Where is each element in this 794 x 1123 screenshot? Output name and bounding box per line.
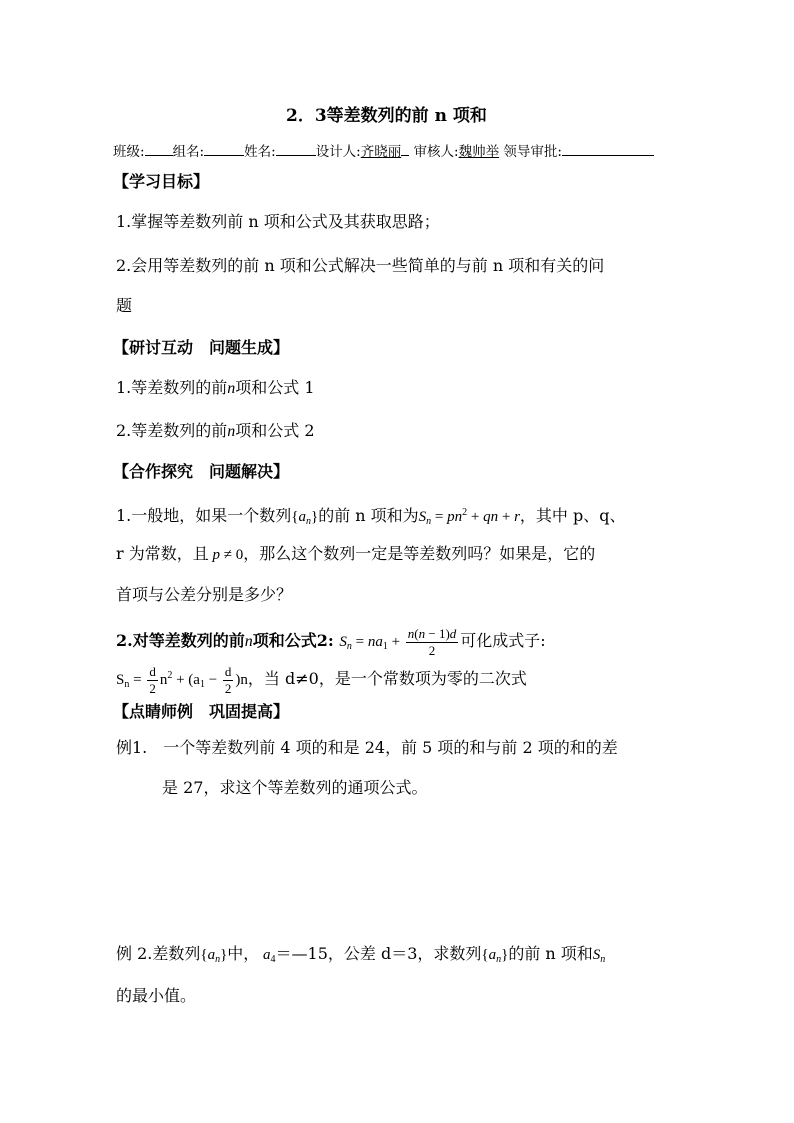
sum-formula-pq: $S_n = pn^2$ + qn + r — [418, 507, 520, 527]
sum-formula-2: $S_n = na_1$ + $\frac{n(n - 1)d}{2}$ — [339, 626, 457, 658]
sequence-an-formula: $\{a_n\}$ — [291, 509, 319, 527]
examples-heading: 【点睛师例 巩固提高】 — [113, 702, 290, 721]
group-blank[interactable] — [204, 140, 244, 156]
example-2-line-2: 的最小值。 — [116, 986, 197, 1005]
a4-symbol: $a_4$ — [263, 947, 276, 965]
ex2-mid3: 的前 n 项和 — [508, 944, 593, 963]
interact-item-1-pre: 1.等差数列的前 — [116, 378, 228, 397]
n-symbol: n — [227, 423, 236, 440]
class-label: 班级: — [113, 144, 145, 160]
interact-item-2-post: 项和公式 2 — [235, 421, 315, 440]
example-1-line-1: 例1. 一个等差数列前 4 项的和是 24，前 5 项的和与前 2 项的和的差 — [116, 738, 618, 757]
n-symbol: n — [244, 632, 253, 650]
goal-item-1: 1.掌握等差数列前 n 项和公式及其获取思路； — [116, 212, 440, 231]
ex2-mid1: 中， — [227, 944, 260, 963]
goal-item-2-line-2: 题 — [116, 296, 133, 315]
designer-blank — [401, 140, 409, 156]
interact-heading: 【研讨互动 问题生成】 — [113, 338, 290, 357]
info-line — [113, 140, 654, 162]
question-2-line-1 — [116, 626, 546, 659]
question-1-line-1 — [116, 503, 626, 532]
sequence-an-formula: $\{a_n\}$ — [200, 947, 228, 965]
name-label: 姓名: — [244, 144, 276, 160]
goal-item-2-line-1: 2.会用等差数列的前 n 项和公式解决一些简单的与前 n 项和有关的问 — [116, 256, 605, 275]
question-1-line-2 — [116, 544, 595, 565]
page-title: 2．3等差数列的前 n 项和 — [286, 106, 487, 126]
goals-heading: 【学习目标】 — [113, 172, 210, 191]
question-2-line-2 — [116, 664, 527, 697]
group-label: 组名: — [172, 144, 205, 160]
example-2-line-1 — [116, 944, 605, 970]
q1-line2-post: ，那么这个数列一定是等差数列吗？如果是，它的 — [243, 544, 596, 563]
question-1-line-3: 首项与公差分别是多少？ — [116, 585, 293, 604]
class-blank[interactable] — [145, 140, 173, 156]
reviewer-label: 审核人: — [413, 144, 459, 160]
quadratic-form-formula: $S_n$ = $\frac{d}{2}$ $n^2 + (a_1$ − $\frac{d}{2}$ )n — [116, 664, 248, 696]
q2-post: 可化成式子: — [460, 630, 546, 650]
sn-symbol: $S_n$ — [592, 947, 606, 965]
q1-post: ，其中 p、q、 — [519, 506, 626, 525]
interact-item-1-post: 项和公式 1 — [235, 378, 315, 397]
designer-name: 齐晓丽 — [360, 144, 402, 160]
interact-item-2 — [116, 421, 315, 442]
q1-mid: 的前 n 项和为 — [318, 506, 419, 525]
cooperate-heading: 【合作探究 问题解决】 — [113, 462, 290, 481]
designer-label: 设计人: — [315, 144, 361, 160]
q2-mid: 项和公式2: — [252, 630, 334, 650]
q1-pre: 1.一般地，如果一个数列 — [116, 506, 292, 525]
interact-item-1 — [116, 378, 315, 399]
sequence-an-formula: $\{a_n\}$ — [481, 947, 509, 965]
reviewer-name: 魏帅举 — [458, 144, 500, 160]
p-nonzero-formula: p ≠ 0 — [212, 547, 244, 563]
n-symbol: n — [227, 380, 236, 397]
leader-blank[interactable] — [562, 140, 654, 156]
q2-line2-post: ，当 d≠0，是一个常数项为零的二次式 — [247, 668, 527, 688]
q2-pre: 2.对等差数列的前 — [116, 630, 245, 650]
example-1-line-2: 是 27，求这个等差数列的通项公式。 — [162, 778, 428, 797]
q1-line2-pre: r 为常数，且 — [116, 544, 209, 563]
ex2-pre: 例 2.差数列 — [116, 944, 201, 963]
name-blank[interactable] — [276, 140, 316, 156]
leader-label: 领导审批: — [503, 144, 562, 160]
interact-item-2-pre: 2.等差数列的前 — [116, 421, 228, 440]
ex2-mid2: ＝—15，公差 d＝3，求数列 — [275, 944, 482, 963]
